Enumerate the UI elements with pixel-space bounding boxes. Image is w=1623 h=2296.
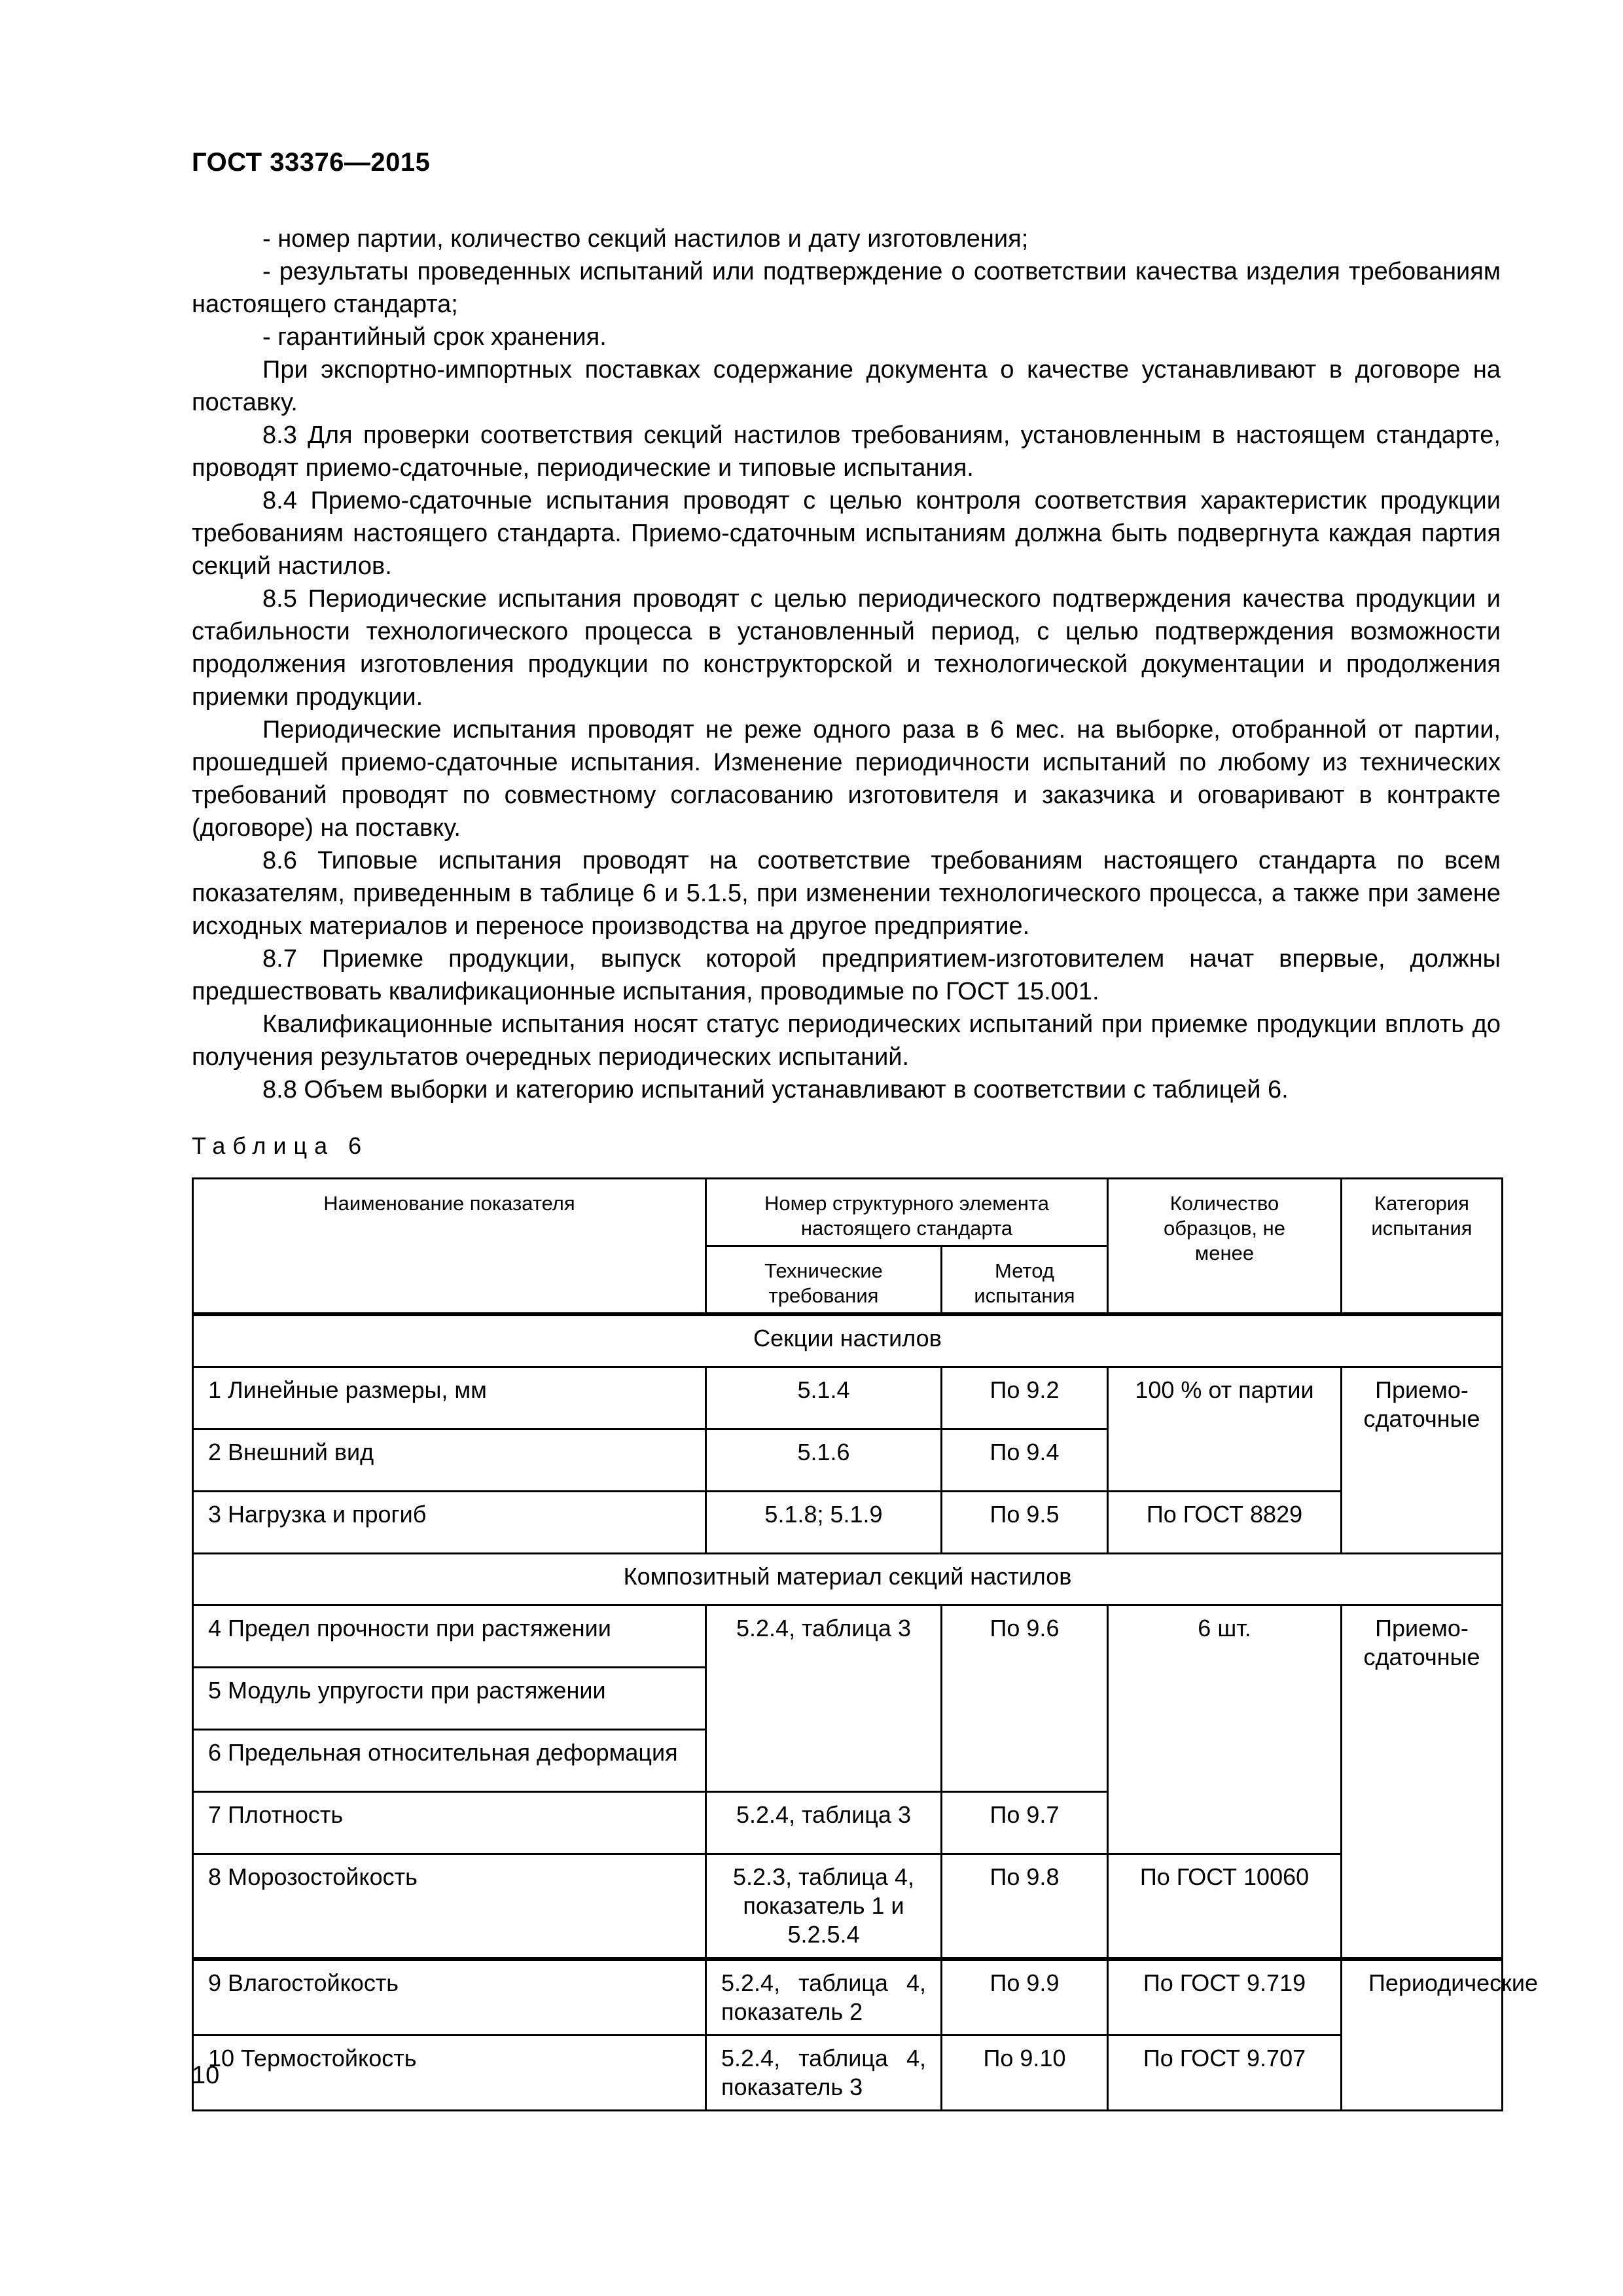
- table-row: [193, 1605, 1503, 1668]
- paragraph: 8.5 Периодические испытания проводят с целью периодического подтверждения качества продукции и стабильности технологического процесса в установленный период, с целью подтверждения возможности продолжения изготовления продукции по конструкторской и технологической документации и продолжения приемки продукции.: [192, 585, 1501, 711]
- paragraph: Периодические испытания проводят не реже одного раза в 6 мес. на выборке, отобранной от партии, прошедшей приемо-сдаточные испытания. Изменение периодичности испытаний по любому из технических требований проводят по совместному согласованию изготовителя и заказчика и оговаривают в контракте (договоре) на поставку.: [192, 716, 1501, 842]
- paragraph: 8.4 Приемо-сдаточные испытания проводят с целью контроля соответствия характеристик продукции требованиям настоящего стандарта. Приемо-сдаточным испытаниям должна быть подвергнута каждая партия секций настилов.: [192, 487, 1501, 580]
- table-row: [193, 1367, 1503, 1429]
- row-category: Приемо-сдаточные: [1342, 1367, 1503, 1554]
- row-name: 2 Внешний вид: [193, 1429, 706, 1492]
- header-name: Наименование показателя: [193, 1179, 706, 1315]
- paragraph: При экспортно-импортных поставках содержание документа о качестве устанавливают в договоре на поставку.: [192, 356, 1501, 416]
- row-category: Приемо-сдаточные: [1342, 1605, 1503, 1960]
- row-name: 7 Плотность: [193, 1792, 706, 1854]
- paragraph: - номер партии, количество секций настилов и дату изготовления;: [262, 225, 1029, 253]
- row-req: 5.2.4, таблица 3: [706, 1792, 942, 1854]
- row-req: 5.2.4, таблица 3: [706, 1605, 942, 1792]
- row-req: 5.2.4, таблица 4, показатель 3: [706, 2036, 942, 2111]
- table-row: [193, 1854, 1503, 1960]
- table-row: [193, 1959, 1503, 2036]
- header-element-number: Номер структурного элемента настоящего стандарта: [706, 1179, 1108, 1246]
- row-req: 5.1.6: [706, 1429, 942, 1492]
- row-method: По 9.5: [942, 1492, 1108, 1554]
- row-method: По 9.6: [942, 1605, 1108, 1792]
- header-test-category: Категория испытания: [1342, 1179, 1503, 1315]
- table-6: [192, 1177, 1539, 2111]
- row-req: 5.1.8; 5.1.9: [706, 1492, 942, 1554]
- row-count: 100 % от партии: [1108, 1367, 1342, 1492]
- table-row: [193, 1492, 1503, 1554]
- row-name: 10 Термостойкость: [193, 2036, 706, 2111]
- row-method: По 9.2: [942, 1367, 1108, 1429]
- table-section-row: [193, 1314, 1503, 1367]
- row-count: 6 шт.: [1108, 1605, 1342, 1854]
- row-method: По 9.10: [942, 2036, 1108, 2111]
- paragraph: 8.8 Объем выборки и категорию испытаний устанавливают в соответствии с таблицей 6.: [262, 1076, 1289, 1103]
- header-tech-requirements: Технические требования: [706, 1246, 942, 1315]
- row-req: 5.1.4: [706, 1367, 942, 1429]
- row-req: 5.2.3, таблица 4, показатель 1 и 5.2.5.4: [706, 1854, 942, 1960]
- paragraph: 8.6 Типовые испытания проводят на соответствие требованиям настоящего стандарта по всем показателям, приведенным в таблице 6 и 5.1.5, при изменении технологического процесса, а также при замене исходных материалов и переносе производства на другое предприятие.: [192, 847, 1501, 940]
- paragraph: - гарантийный срок хранения.: [262, 323, 607, 351]
- paragraph: 8.7 Приемке продукции, выпуск которой предприятием-изготовителем начат впервые, должны предшествовать квалификационные испытания, проводимые по ГОСТ 15.001.: [192, 945, 1501, 1005]
- table-row: [193, 2036, 1503, 2111]
- row-req: 5.2.4, таблица 4, показатель 2: [706, 1959, 942, 2036]
- row-method: По 9.8: [942, 1854, 1108, 1960]
- row-name: 8 Морозостойкость: [193, 1854, 706, 1960]
- section-title: Секции настилов: [193, 1314, 1503, 1367]
- row-count: По ГОСТ 8829: [1108, 1492, 1342, 1554]
- row-name: 1 Линейные размеры, мм: [193, 1367, 706, 1429]
- page-number: 10: [192, 2062, 220, 2089]
- row-name: 3 Нагрузка и прогиб: [193, 1492, 706, 1554]
- table-caption: Таблица 6: [192, 1132, 369, 1159]
- row-name: 9 Влагостойкость: [193, 1959, 706, 2036]
- row-method: По 9.4: [942, 1429, 1108, 1492]
- paragraph: 8.3 Для проверки соответствия секций настилов требованиям, установленным в настоящем стандарте, проводят приемо-сдаточные, периодические и типовые испытания.: [192, 422, 1501, 482]
- paragraph: - результаты проведенных испытаний или подтверждение о соответствии качества изделия требованиям настоящего стандарта;: [192, 258, 1501, 318]
- section-title: Композитный материал секций настилов: [193, 1554, 1503, 1605]
- body-text: [192, 223, 1501, 1106]
- row-name: 6 Предельная относительная деформация: [193, 1730, 706, 1792]
- row-method: По 9.7: [942, 1792, 1108, 1854]
- document-header: ГОСТ 33376—2015: [192, 148, 431, 177]
- row-count: По ГОСТ 9.719: [1108, 1959, 1342, 2036]
- row-count: По ГОСТ 9.707: [1108, 2036, 1342, 2111]
- paragraph: Квалификационные испытания носят статус периодических испытаний при приемке продукции вплоть до получения результатов очередных периодических испытаний.: [192, 1011, 1501, 1071]
- table-header-row: [193, 1179, 1503, 1246]
- row-method: По 9.9: [942, 1959, 1108, 2036]
- row-name: 5 Модуль упругости при растяжении: [193, 1668, 706, 1730]
- row-count: По ГОСТ 10060: [1108, 1854, 1342, 1960]
- table-section-row: [193, 1554, 1503, 1605]
- header-sample-count: Количество образцов, не менее: [1108, 1179, 1342, 1315]
- row-category: Периодические: [1342, 1959, 1503, 2111]
- row-name: 4 Предел прочности при растяжении: [193, 1605, 706, 1668]
- header-test-method: Метод испытания: [942, 1246, 1108, 1315]
